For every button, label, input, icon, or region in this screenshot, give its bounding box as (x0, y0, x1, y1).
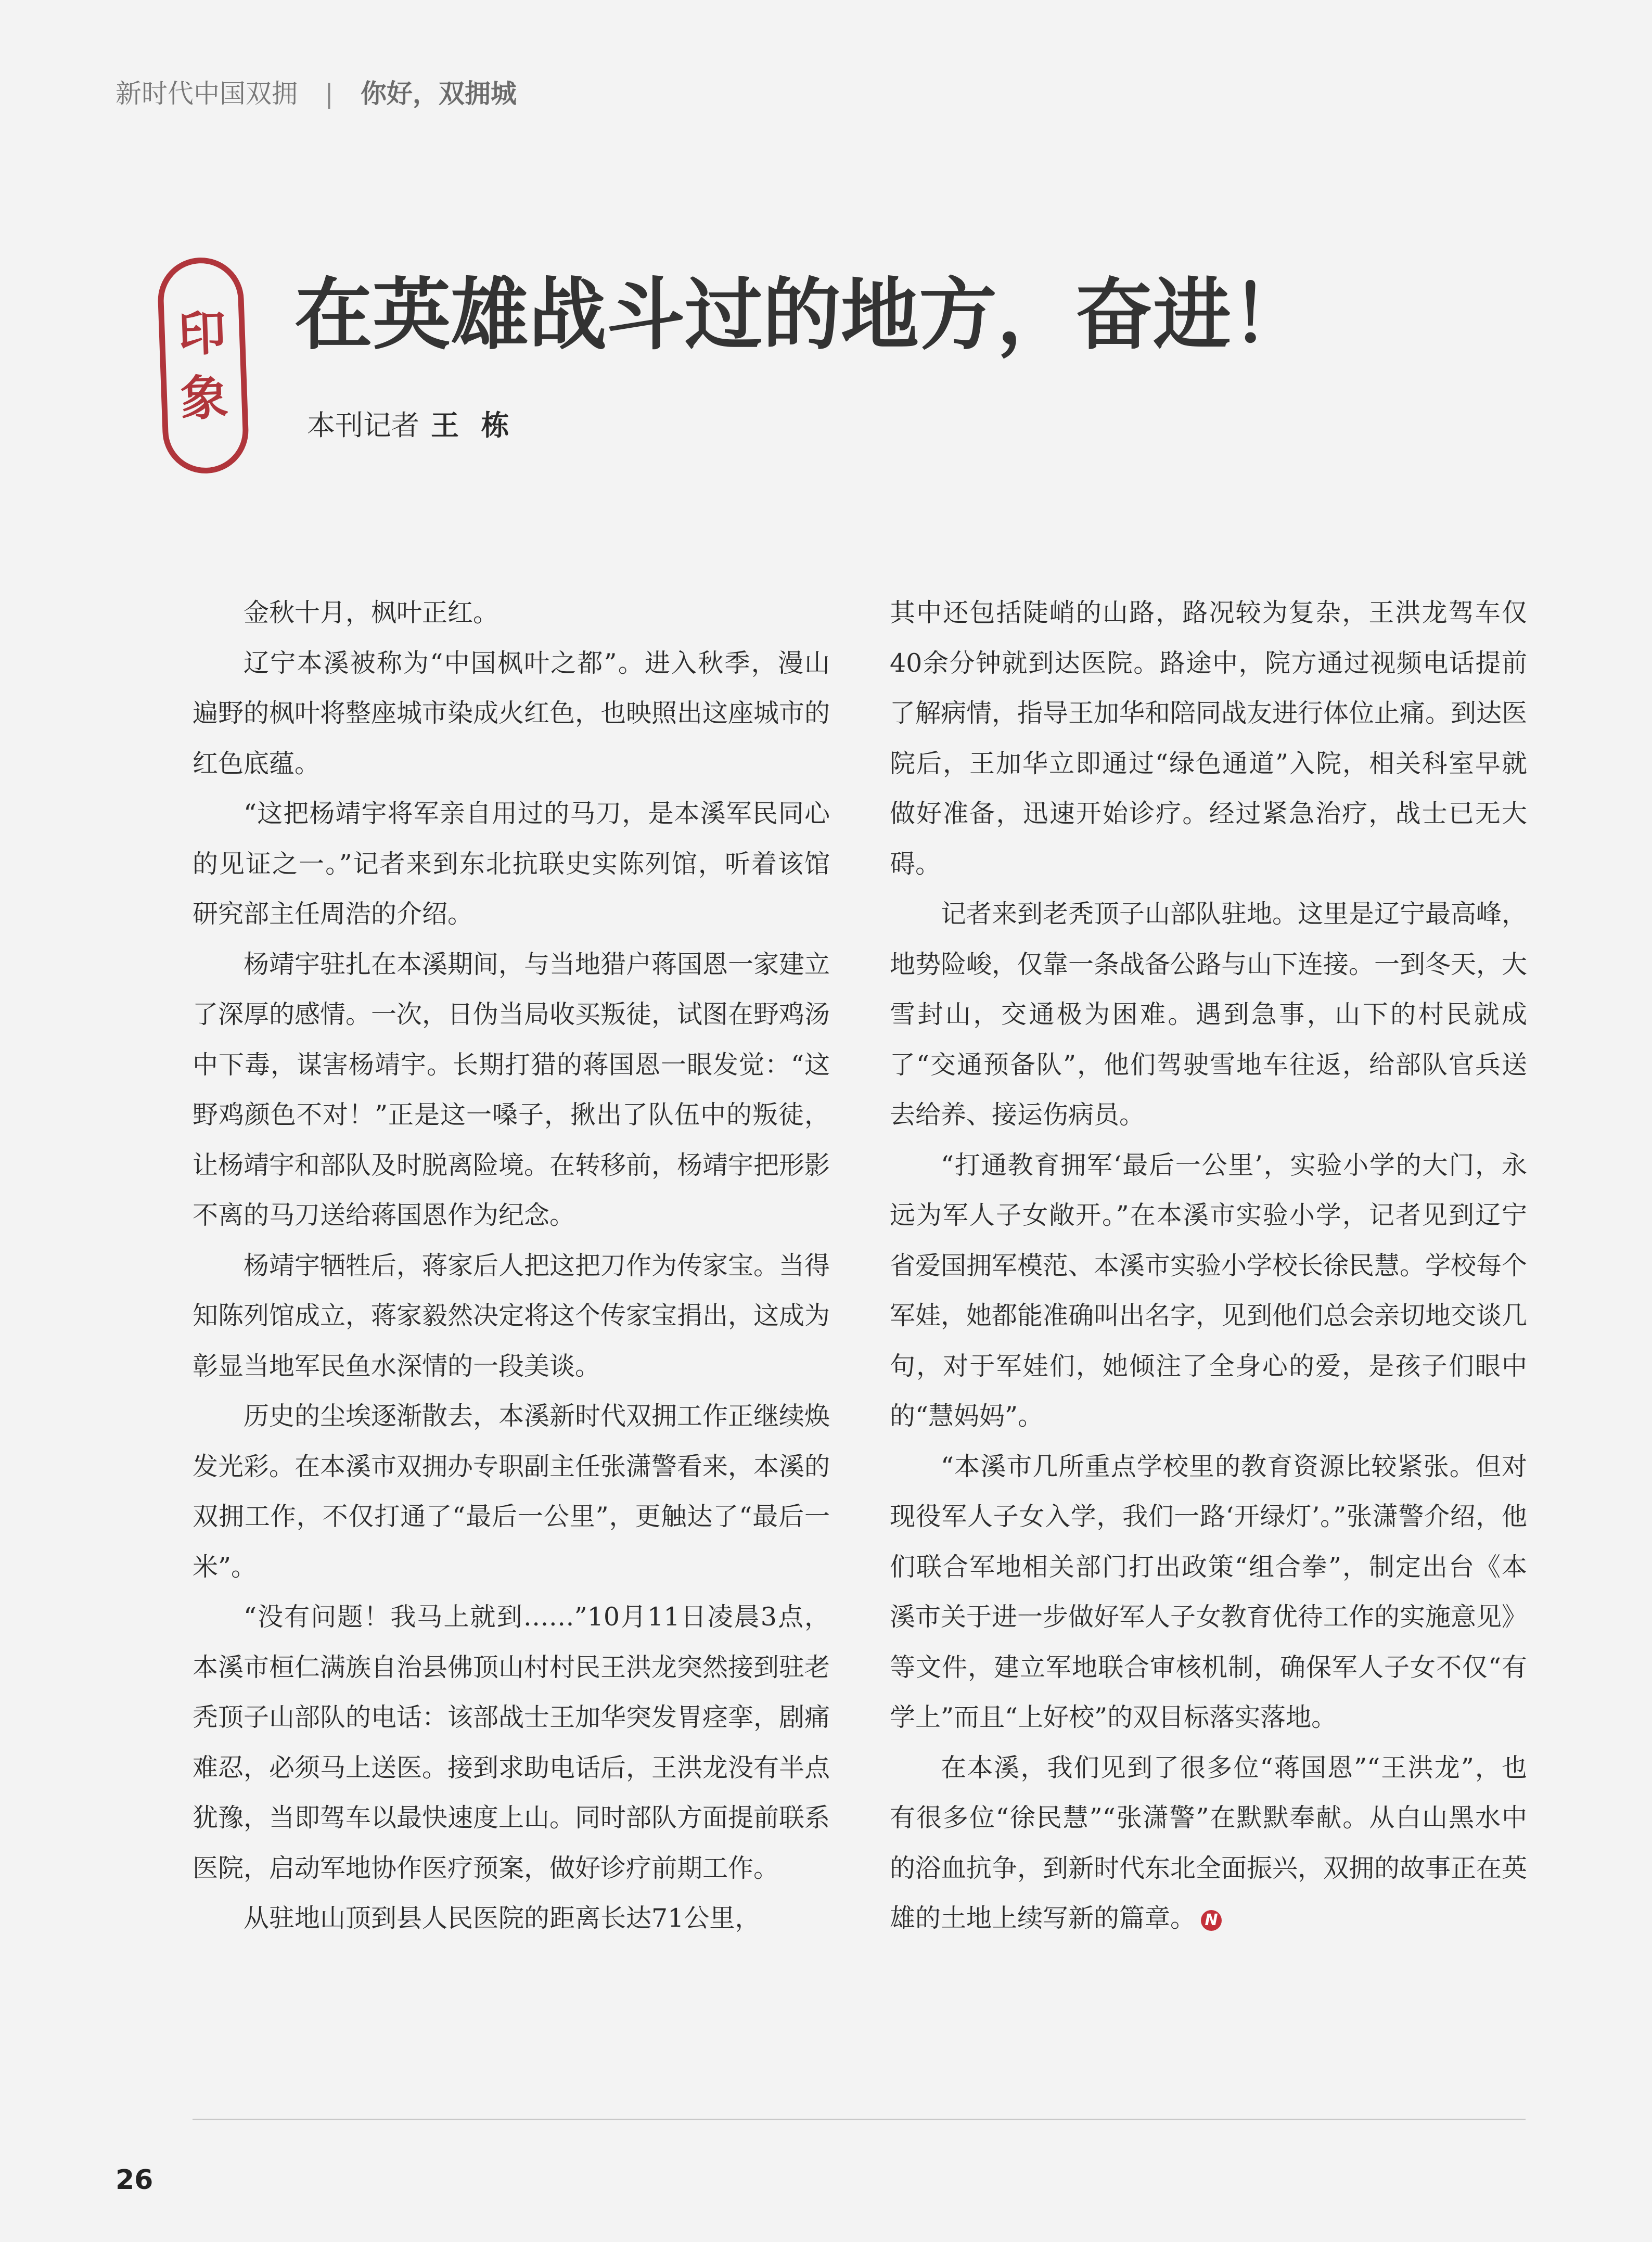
running-head (116, 73, 517, 110)
section-name: 你好，双拥城 (360, 79, 517, 109)
paragraph-continued: 其中还包括陡峭的山路，路况较为复杂，王洪龙驾车仅40余分钟就到达医院。路途中，院方通过视频电话提前了解病情，指导王加华和陪同战友进行体位止痛。到达医院后，王加华立即通过“绿色通道”入院，相关科室早就做好准备，迅速开始诊疗。经过紧急治疗，战士已无大碍。 (890, 598, 1528, 879)
author-name: 王 栋 (431, 409, 516, 442)
body-column-right (890, 588, 1527, 1944)
magazine-logo-icon: N (1201, 1910, 1222, 1931)
footer-divider (193, 2119, 1526, 2120)
byline-label: 本刊记者 (307, 409, 419, 442)
page-number: 26 (116, 2164, 153, 2196)
body-column-left (193, 588, 830, 1944)
seal-char-2: 象 (179, 368, 229, 427)
article-title: 在英雄战斗过的地方，奋进！ (294, 269, 1310, 361)
paragraph-final (890, 1743, 1527, 1944)
paragraph: “本溪市几所重点学校里的教育资源比较紧张。但对现役军人子女入学，我们一路‘开绿灯’。”张潇警介绍，他们联合军地相关部门打出政策“组合拳”，制定出台《本溪市关于进一步做好军人子女教育优待工作的实施意见》等文件，建立军地联合审核机制，确保军人子女不仅“有学上”而且“上好校”的双目标落实落地。 (890, 1451, 1528, 1732)
paragraph: 辽宁本溪被称为“中国枫叶之都”。进入秋季，漫山遍野的枫叶将整座城市染成火红色，也映照出这座城市的红色底蕴。 (193, 648, 830, 778)
final-paragraph-text: 在本溪，我们见到了很多位“蒋国恩”“王洪龙”，也有很多位“徐民慧”“张潇警”在默默奉献。从白山黑水中的浴血抗争，到新时代东北全面振兴，双拥的故事正在英雄的土地上续写新的篇章。 (890, 1752, 1528, 1933)
byline (307, 403, 516, 443)
seal-char-1: 印 (177, 304, 227, 363)
seal-stamp-icon (157, 256, 250, 475)
paragraph: 从驻地山顶到县人民医院的距离长达71公里， (244, 1903, 761, 1933)
paragraph: “没有问题！我马上就到……”10月11日凌晨3点，本溪市桓仁满族自治县佛顶山村村民王洪龙突然接到驻老秃顶子山部队的电话：该部战士王加华突发胃痉挛，剧痛难忍，必须马上送医。接到求助电话后，王洪龙没有半点犹豫，当即驾车以最快速度上山。同时部队方面提前联系医院，启动军地协作医疗预案，做好诊疗前期工作。 (193, 1602, 830, 1883)
publication-name: 新时代中国双拥 (116, 79, 298, 109)
paragraph: 记者来到老秃顶子山部队驻地。这里是辽宁最高峰，地势险峻，仅靠一条战备公路与山下连接。一到冬天，大雪封山，交通极为困难。遇到急事，山下的村民就成了“交通预备队”，他们驾驶雪地车往返，给部队官兵送去给养、接运伤病员。 (890, 899, 1528, 1130)
paragraph: 杨靖宇牺牲后，蒋家后人把这把刀作为传家宝。当得知陈列馆成立，蒋家毅然决定将这个传家宝捐出，这成为彰显当地军民鱼水深情的一段美谈。 (193, 1250, 830, 1381)
paragraph: “这把杨靖宇将军亲自用过的马刀，是本溪军民同心的见证之一。”记者来到东北抗联史实陈列馆，听着该馆研究部主任周浩的介绍。 (193, 799, 830, 929)
paragraph: 杨靖宇驻扎在本溪期间，与当地猎户蒋国恩一家建立了深厚的感情。一次，日伪当局收买叛徒，试图在野鸡汤中下毒，谋害杨靖宇。长期打猎的蒋国恩一眼发觉：“这野鸡颜色不对！”正是这一嗓子，揪出了队伍中的叛徒，让杨靖宇和部队及时脱离险境。在转移前，杨靖宇把形影不离的马刀送给蒋国恩作为纪念。 (193, 949, 830, 1230)
paragraph: 历史的尘埃逐渐散去，本溪新时代双拥工作正继续焕发光彩。在本溪市双拥办专职副主任张潇警看来，本溪的双拥工作，不仅打通了“最后一公里”，更触达了“最后一米”。 (193, 1401, 830, 1582)
paragraph: 金秋十月，枫叶正红。 (244, 598, 499, 627)
paragraph: “打通教育拥军‘最后一公里’，实验小学的大门，永远为军人子女敞开。”在本溪市实验小学，记者见到辽宁省爱国拥军模范、本溪市实验小学校长徐民慧。学校每个军娃，她都能准确叫出名字，见到他们总会亲切地交谈几句，对于军娃们，她倾注了全身心的爱，是孩子们眼中的“慧妈妈”。 (890, 1150, 1528, 1431)
header-separator: | (325, 79, 334, 109)
